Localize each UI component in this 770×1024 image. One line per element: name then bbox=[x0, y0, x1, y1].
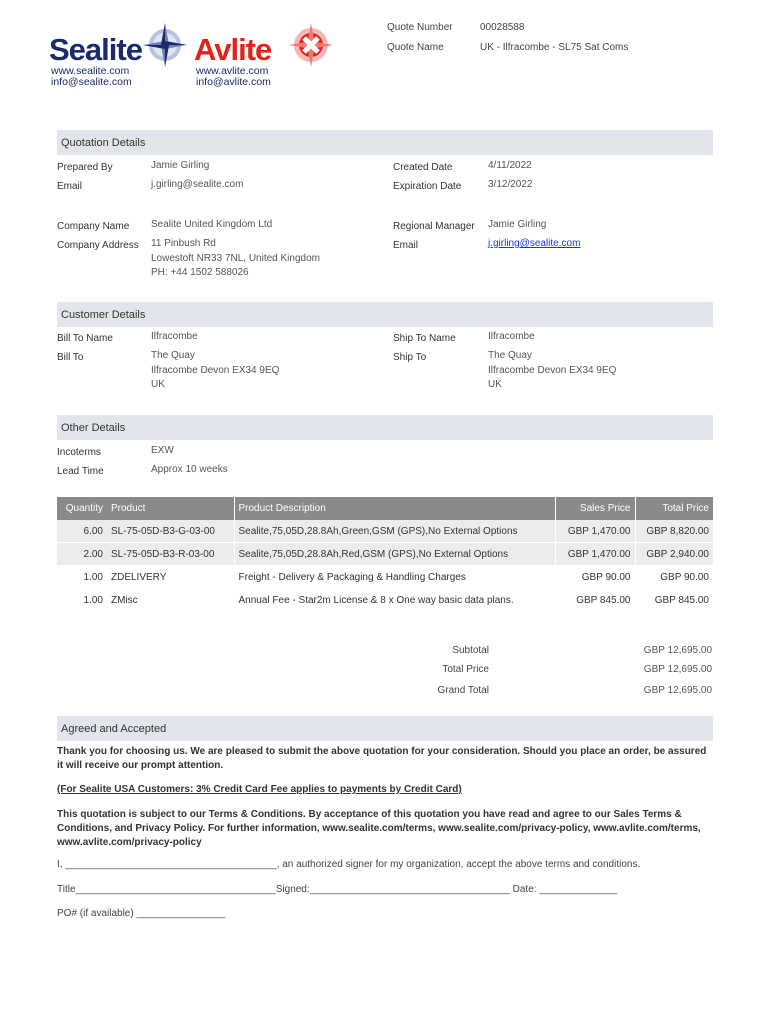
email-value: j.girling@sealite.com bbox=[151, 179, 244, 190]
row-sales-price: GBP 90.00 bbox=[555, 566, 635, 589]
terms-text: This quotation is subject to our Terms & Conditions. By acceptance of this quotation you have read and agree to our Sales Terms & Conditions, and Privacy Policy. For further information, www.sealite.com/terms, www.sealite.com/privacy-policy, www.avlite.com/terms, www.avlite.com/privacy-policy bbox=[57, 809, 701, 848]
manager-email-link[interactable]: j.girling@sealite.com bbox=[488, 238, 581, 249]
row-sales-price: GBP 1,470.00 bbox=[555, 543, 635, 566]
row-product: SL-75-05D-B3-R-03-00 bbox=[107, 543, 234, 566]
company-name-label: Company Name bbox=[57, 221, 130, 232]
col-description: Product Description bbox=[234, 497, 555, 520]
lead-time-value: Approx 10 weeks bbox=[151, 464, 228, 475]
section-title: Other Details bbox=[61, 422, 126, 434]
table-header-row bbox=[57, 497, 713, 520]
row-product: ZDELIVERY bbox=[107, 566, 234, 589]
email-label: Email bbox=[57, 181, 83, 192]
col-total-price: Total Price bbox=[635, 497, 713, 520]
total-price-label: Total Price bbox=[442, 664, 489, 675]
incoterms-label: Incoterms bbox=[57, 447, 101, 458]
table-row bbox=[57, 543, 713, 566]
avlite-logo-word: Avlite bbox=[194, 32, 272, 67]
bill-to-value: The Quay Ilfracombe Devon EX34 9EQ UK bbox=[151, 350, 280, 390]
quote-number-label: Quote Number bbox=[387, 22, 453, 33]
bill-to-name-value: Ilfracombe bbox=[151, 331, 198, 342]
po-number-line[interactable]: PO# (if available) ________________ bbox=[57, 908, 226, 919]
thank-you-text: Thank you for choosing us. We are pleased to submit the above quotation for your consideration. Should you place an order, be assured it will receive our prompt attention. bbox=[57, 746, 707, 771]
row-sales-price: GBP 1,470.00 bbox=[555, 520, 635, 543]
row-quantity: 2.00 bbox=[57, 543, 107, 566]
row-description: Annual Fee - Star2m License & 8 x One way basic data plans. bbox=[234, 589, 555, 612]
signer-name-line[interactable]: ______________________________________ bbox=[65, 859, 277, 870]
row-product: ZMisc bbox=[107, 589, 234, 612]
row-total-price: GBP 8,820.00 bbox=[635, 520, 713, 543]
row-description: Freight - Delivery & Packaging & Handling Charges bbox=[234, 566, 555, 589]
sealite-logo bbox=[48, 22, 188, 90]
line-items-table bbox=[57, 497, 713, 612]
row-quantity: 6.00 bbox=[57, 520, 107, 543]
section-title: Agreed and Accepted bbox=[61, 723, 167, 735]
signer-prefix: I, bbox=[57, 859, 63, 870]
row-quantity: 1.00 bbox=[57, 589, 107, 612]
quote-name-label: Quote Name bbox=[387, 42, 444, 53]
row-quantity: 1.00 bbox=[57, 566, 107, 589]
sealite-email: info@sealite.com bbox=[51, 76, 132, 88]
agreement-header bbox=[57, 716, 713, 741]
compass-icon bbox=[142, 22, 188, 68]
compass-icon bbox=[288, 22, 334, 68]
title-signed-date-line[interactable]: Title____________________________________Signed:____________________________________ Date: ______________ bbox=[57, 884, 618, 895]
prepared-by-value: Jamie Girling bbox=[151, 160, 210, 171]
row-total-price: GBP 845.00 bbox=[635, 589, 713, 612]
prepared-by-label: Prepared By bbox=[57, 162, 113, 173]
subtotal-label: Subtotal bbox=[452, 645, 489, 656]
lead-time-label: Lead Time bbox=[57, 466, 104, 477]
sealite-website: www.sealite.com bbox=[51, 65, 130, 77]
created-date-value: 4/11/2022 bbox=[488, 160, 532, 171]
section-title: Quotation Details bbox=[61, 137, 146, 149]
company-address-label: Company Address bbox=[57, 240, 139, 251]
manager-email-label: Email bbox=[393, 240, 419, 251]
avlite-email: info@avlite.com bbox=[196, 76, 271, 88]
quote-name: UK - Ilfracombe - SL75 Sat Coms bbox=[480, 42, 629, 53]
col-sales-price: Sales Price bbox=[555, 497, 635, 520]
row-description: Sealite,75,05D,28.8Ah,Red,GSM (GPS),No External Options bbox=[234, 543, 555, 566]
grand-total-label: Grand Total bbox=[437, 685, 489, 696]
total-price-value: GBP 12,695.00 bbox=[643, 664, 712, 675]
expiration-date-label: Expiration Date bbox=[393, 181, 462, 192]
row-description: Sealite,75,05D,28.8Ah,Green,GSM (GPS),No External Options bbox=[234, 520, 555, 543]
signer-statement bbox=[57, 859, 640, 870]
regional-manager-label: Regional Manager bbox=[393, 221, 475, 232]
sealite-logo-word: Sealite bbox=[49, 32, 142, 67]
expiration-date-value: 3/12/2022 bbox=[488, 179, 533, 190]
bill-to-name-label: Bill To Name bbox=[57, 333, 113, 344]
quote-number: 00028588 bbox=[480, 22, 525, 33]
row-total-price: GBP 90.00 bbox=[635, 566, 713, 589]
usa-credit-card-note: (For Sealite USA Customers: 3% Credit Card Fee applies to payments by Credit Card) bbox=[57, 784, 462, 795]
other-details-header bbox=[57, 415, 713, 440]
table-row bbox=[57, 566, 713, 589]
row-sales-price: GBP 845.00 bbox=[555, 589, 635, 612]
col-product: Product bbox=[107, 497, 234, 520]
table-row bbox=[57, 520, 713, 543]
grand-total-value: GBP 12,695.00 bbox=[643, 685, 712, 696]
ship-to-label: Ship To bbox=[393, 352, 427, 363]
regional-manager-value: Jamie Girling bbox=[488, 219, 547, 230]
avlite-logo bbox=[193, 22, 338, 90]
row-product: SL-75-05D-B3-G-03-00 bbox=[107, 520, 234, 543]
ship-to-name-value: Ilfracombe bbox=[488, 331, 535, 342]
company-address-value: 11 Pinbush Rd Lowestoft NR33 7NL, United Kingdom PH: +44 1502 588026 bbox=[151, 238, 320, 278]
incoterms-value: EXW bbox=[151, 445, 174, 456]
avlite-website: www.avlite.com bbox=[196, 65, 269, 77]
signer-suffix: , an authorized signer for my organization, accept the above terms and conditions. bbox=[276, 859, 641, 870]
ship-to-name-label: Ship To Name bbox=[393, 333, 456, 344]
company-name-value: Sealite United Kingdom Ltd bbox=[151, 219, 273, 230]
ship-to-value: The Quay Ilfracombe Devon EX34 9EQ UK bbox=[488, 350, 617, 390]
quotation-details-header bbox=[57, 130, 713, 155]
bill-to-label: Bill To bbox=[57, 352, 84, 363]
col-quantity: Quantity bbox=[57, 497, 107, 520]
row-total-price: GBP 2,940.00 bbox=[635, 543, 713, 566]
subtotal-value: GBP 12,695.00 bbox=[643, 645, 712, 656]
created-date-label: Created Date bbox=[393, 162, 453, 173]
table-row bbox=[57, 589, 713, 612]
customer-details-header bbox=[57, 302, 713, 327]
section-title: Customer Details bbox=[61, 309, 146, 321]
